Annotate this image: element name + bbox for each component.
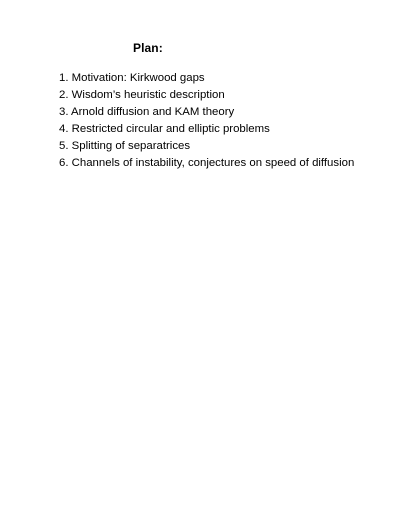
page-title: Plan: [133,41,163,55]
plan-item-arnold-kam: 3. Arnold diffusion and KAM theory [59,106,235,119]
plan-item-restricted-problems: 4. Restricted circular and elliptic problems [59,123,270,136]
plan-list [59,70,354,173]
plan-item-separatrices: 5. Splitting of separatrices [59,140,191,153]
plan-item-motivation: 1. Motivation: Kirkwood gaps [59,72,205,84]
plan-item-channels: 6. Channels of instability, conjectures on speed of diffusion [59,157,355,170]
plan-item-wisdom: 2. Wisdom’s heuristic description [59,89,225,102]
